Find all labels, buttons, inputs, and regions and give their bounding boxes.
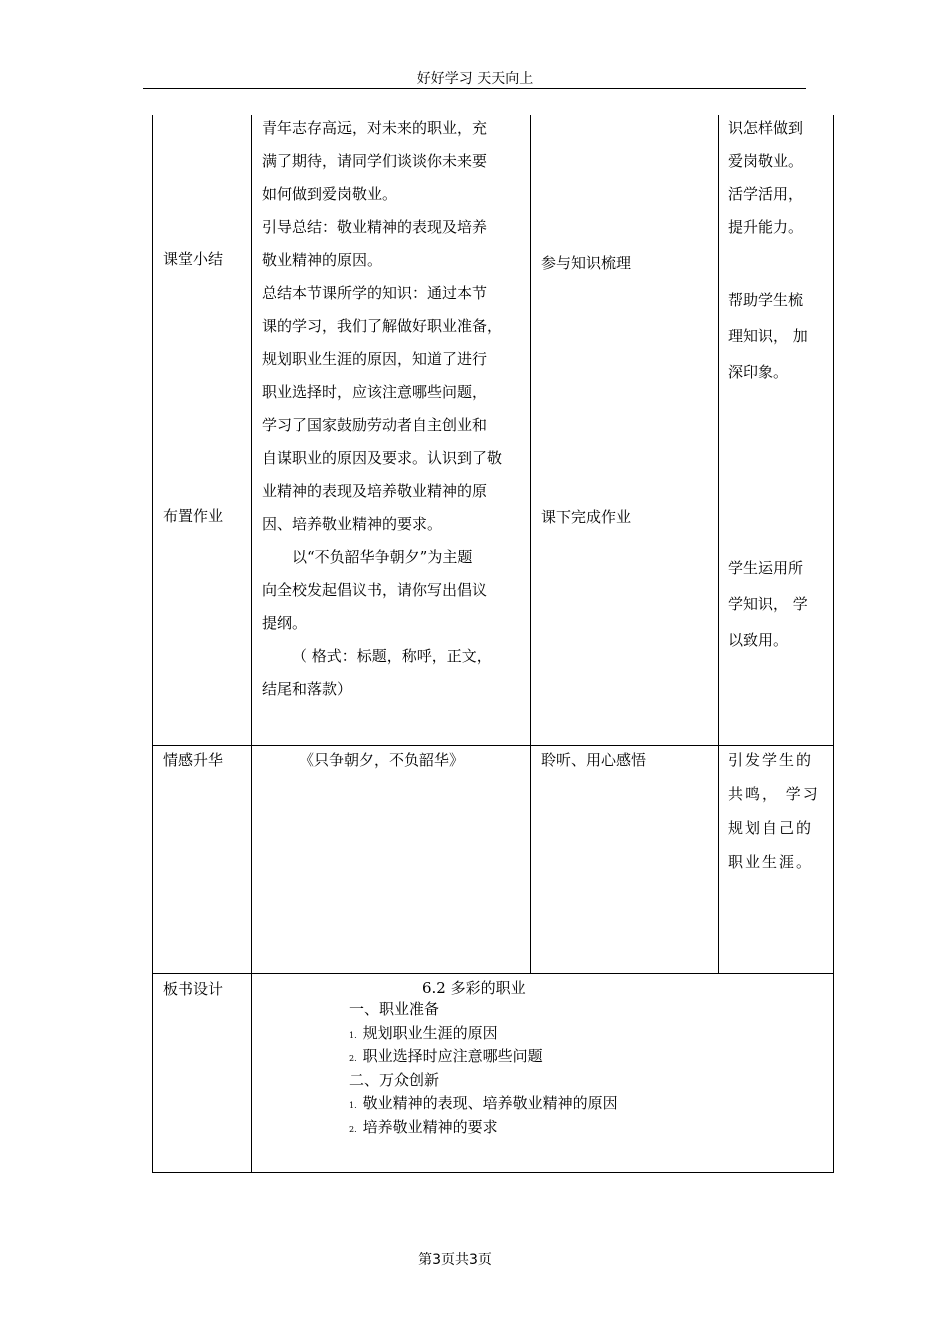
intent-cell-emotion [728,743,828,879]
teacher-line: 自谋职业的原因及要求。认识到了敬 [262,449,503,467]
intent-line: 以致用。 [728,631,789,649]
teacher-line: 以“不负韶华争朝夕”为主题 [292,548,473,566]
intent-line: 规划自己的 [728,819,814,837]
row-label-summary: 课堂小结 [163,250,224,268]
intent-line: 活学活用， [728,185,804,203]
emotion-title: 《只争朝夕，不负韶华》 [299,751,465,769]
row-label-emotion: 情感升华 [163,751,224,769]
intent-line: 理知识， 加 [728,327,808,345]
board-item [349,1092,618,1116]
intent-line: 学生运用所 [728,559,804,577]
table-border-bottom [152,1172,833,1173]
teacher-line: 敬业精神的原因。 [262,251,383,269]
page-header: 好好学习 天天向上 [416,71,534,87]
board-item-number: 1. [349,1101,357,1110]
teacher-line: 青年志存高远，对未来的职业，充 [262,119,488,137]
row-label-board: 板书设计 [163,980,224,998]
student-activity-emotion: 聆听、用心感悟 [541,751,647,769]
board-item [349,1045,618,1069]
intent-line: 深印象。 [728,363,789,381]
teacher-line: 职业选择时，应该注意哪些问题， [262,383,488,401]
board-item-text: 规划职业生涯的原因 [362,1023,498,1042]
table-border-right [833,115,834,1173]
intent-line: 职业生涯。 [728,853,814,871]
teacher-line: 如何做到爱岗敬业。 [262,185,398,203]
intent-line: 共鸣， 学习 [728,785,820,803]
board-section-heading: 一、职业准备 [349,1000,440,1018]
teacher-activity-cell [262,112,527,706]
teacher-line: 课的学习，我们了解做好职业准备， [262,317,503,335]
header-divider [143,88,806,89]
teacher-line: 满了期待，请同学们谈谈你未来要 [262,152,488,170]
teacher-line: 提纲。 [262,614,308,632]
teacher-line: （ 格式：标题，称呼，正文， [292,647,492,665]
teacher-line: 向全校发起倡议书，请你写出倡议 [262,581,488,599]
board-item-text: 培养敬业精神的要求 [362,1117,498,1136]
board-item-text: 职业选择时应注意哪些问题 [362,1047,543,1065]
row-divider [152,973,833,974]
board-item-number: 2. [349,1124,357,1134]
row-label-homework: 布置作业 [163,507,224,525]
page-footer: 第3页共3页 [418,1252,492,1268]
column-divider [718,115,719,974]
teacher-line: 因、培养敬业精神的要求。 [262,515,443,533]
table-border-left [152,115,153,1173]
board-outline [349,998,618,1139]
student-activity-homework: 课下完成作业 [541,508,632,526]
intent-line: 提升能力。 [728,218,804,236]
board-item-number: 2. [349,1054,357,1063]
intent-line: 帮助学生梳 [728,291,804,309]
teacher-line: 规划职业生涯的原因，知道了进行 [262,350,488,368]
board-item-text: 敬业精神的表现、培养敬业精神的原因 [362,1094,618,1112]
teacher-line: 总结本节课所学的知识：通过本节 [262,284,488,302]
board-section-heading: 二、万众创新 [349,1070,440,1089]
board-title: 6.2 多彩的职业 [422,979,526,997]
student-activity-summary: 参与知识梳理 [541,254,632,272]
teacher-line: 学习了国家鼓励劳动者自主创业和 [262,416,488,434]
intent-line: 引发学生的 [728,751,814,769]
teacher-line: 结尾和落款） [262,680,353,698]
teacher-line: 业精神的表现及培养敬业精神的原 [262,482,488,500]
intent-cell-summary [728,282,828,390]
intent-cell-top [728,112,828,244]
board-item [349,1022,618,1046]
column-divider [251,115,252,1173]
board-item-number: 1. [349,1030,357,1040]
board-item [349,1116,618,1140]
intent-line: 学知识， 学 [728,595,808,613]
intent-line: 爱岗敬业。 [728,152,804,170]
column-divider [530,115,531,974]
intent-cell-homework [728,550,828,658]
teacher-line: 引导总结：敬业精神的表现及培养 [262,218,488,236]
intent-line: 识怎样做到 [728,119,804,137]
